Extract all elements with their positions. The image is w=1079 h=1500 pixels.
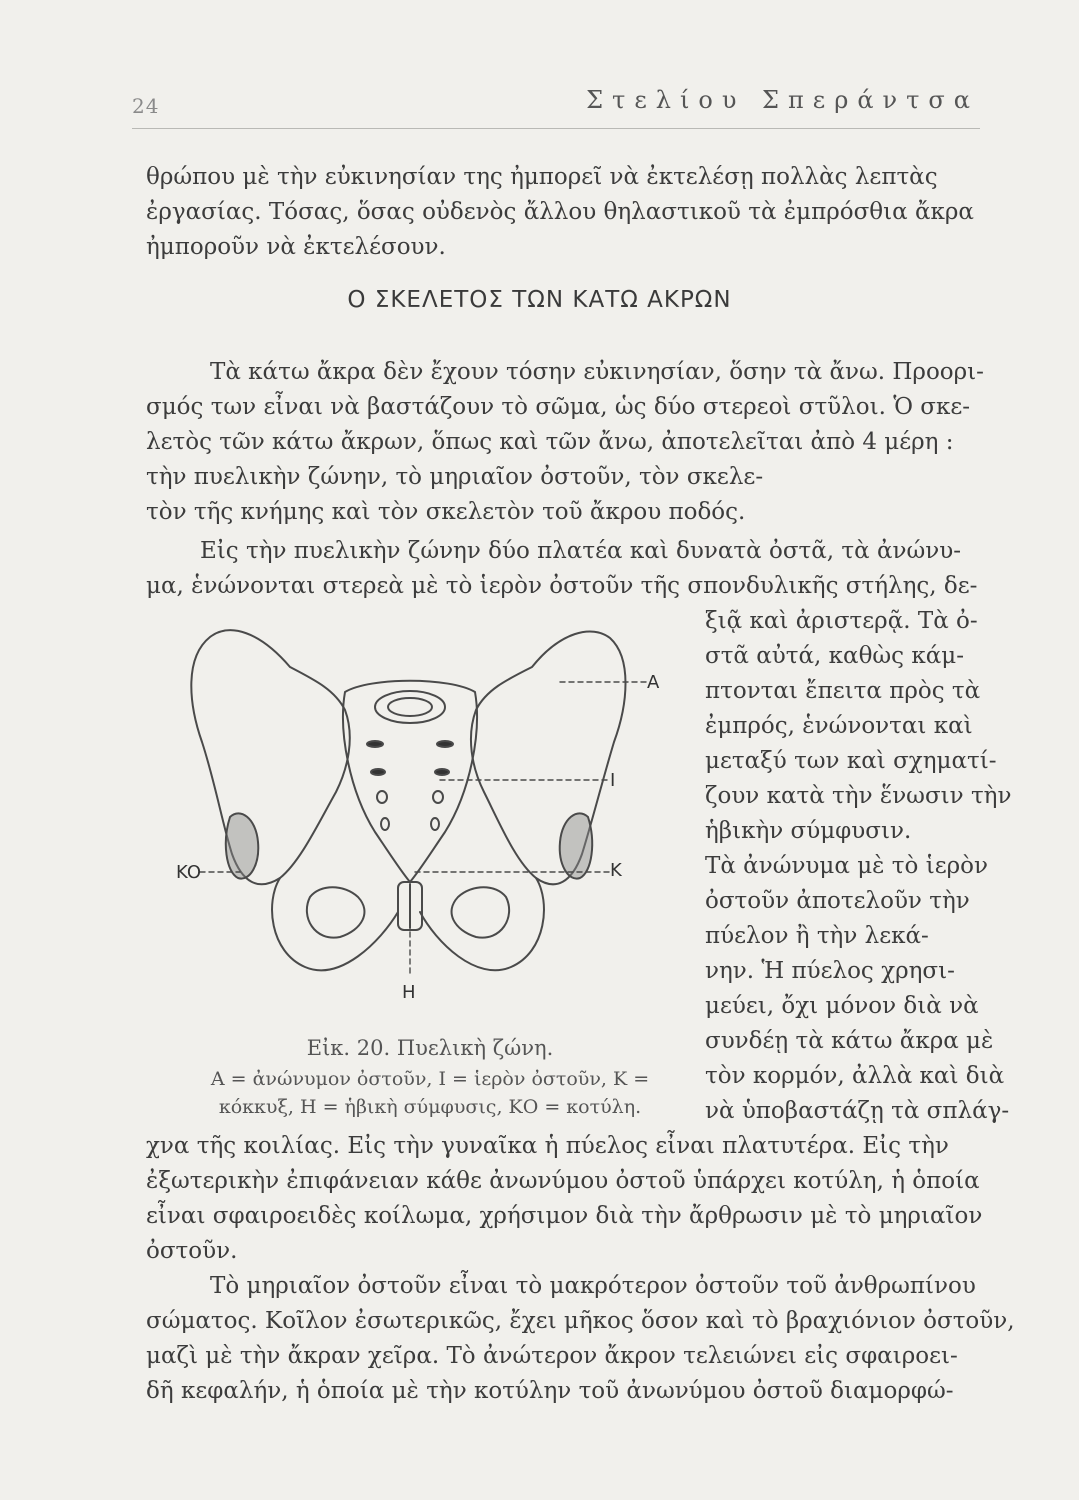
- text-line: μεύει, ὄχι μόνον διὰ νὰ: [705, 993, 979, 1019]
- text-line: ζουν κατὰ τὴν ἕνωσιν τὴν: [705, 783, 1012, 809]
- figure-caption-line: Α = ἀνώνυμον ὀστοῦν, Ι = ἱερὸν ὀστοῦν, Κ =: [210, 1068, 650, 1090]
- label-i: I: [610, 770, 616, 791]
- text-line: δῆ κεφαλήν, ἡ ὁποία μὲ τὴν κοτύλην τοῦ ἀνωνύμου ὀστοῦ διαμορφώ-: [146, 1378, 954, 1404]
- text-line: ἡβικὴν σύμφυσιν.: [705, 818, 912, 844]
- text-line: θρώπου μὲ τὴν εὐκινησίαν της ἠμπορεῖ νὰ ἐκτελέσῃ πολλὰς λεπτὰς: [146, 164, 938, 190]
- text-line: πτονται ἔπειτα πρὸς τὰ: [705, 678, 981, 704]
- page-number: 24: [132, 94, 160, 118]
- text-line: νὰ ὑποβαστάζῃ τὰ σπλάγ-: [705, 1098, 1010, 1124]
- figure-caption-title: Εἰκ. 20. Πυελικὴ ζώνη.: [306, 1036, 554, 1060]
- text-line: Τὰ κάτω ἄκρα δὲν ἔχουν τόσην εὐκινησίαν, ὅσην τὰ ἄνω. Προορι-: [210, 359, 984, 385]
- text-line: τὸν τῆς κνήμης καὶ τὸν σκελετὸν τοῦ ἄκρου ποδός.: [146, 499, 746, 525]
- text-line: ἠμποροῦν νὰ ἐκτελέσουν.: [146, 234, 446, 260]
- text-line: ἐμπρός, ἑνώνονται καὶ: [705, 713, 973, 739]
- label-k: K: [610, 860, 622, 881]
- text-line: χνα τῆς κοιλίας. Εἰς τὴν γυναῖκα ἡ πύελος εἶναι πλατυτέρα. Εἰς τὴν: [146, 1133, 949, 1159]
- text-line: συνδέῃ τὰ κάτω ἄκρα μὲ: [705, 1028, 994, 1054]
- text-line: λετὸς τῶν κάτω ἄκρων, ὅπως καὶ τῶν ἄνω, ἀποτελεῖται ἀπὸ 4 μέρη :: [146, 429, 954, 455]
- text-line: ξιᾷ καὶ ἀριστερᾷ. Τὰ ὀ-: [705, 608, 978, 634]
- text-line: Τὰ ἀνώνυμα μὲ τὸ ἱερὸν: [705, 853, 988, 879]
- text-line: ἐξωτερικὴν ἐπιφάνειαν κάθε ἀνωνύμου ὀστοῦ ὑπάρχει κοτύλη, ἡ ὁποία: [146, 1168, 980, 1194]
- figure-caption-line: κόκκυξ, Η = ἡβικὴ σύμφυσις, ΚΟ = κοτύλη.: [218, 1096, 642, 1118]
- section-heading: Ο ΣΚΕΛΕΤΟΣ ΤΩΝ ΚΑΤΩ ΑΚΡΩΝ: [347, 287, 732, 313]
- text-line: τὴν πυελικὴν ζώνην, τὸ μηριαῖον ὀστοῦν, τὸν σκελε-: [146, 464, 764, 490]
- text-line: πύελον ἢ τὴν λεκά-: [705, 923, 929, 949]
- header-rule: [132, 128, 980, 129]
- text-line: στᾶ αὐτά, καθὼς κάμ-: [705, 643, 964, 669]
- text-line: μαζὶ μὲ τὴν ἄκραν χεῖρα. Τὸ ἀνώτερον ἄκρον τελειώνει εἰς σφαιροει-: [146, 1343, 958, 1369]
- text-line: σμός των εἶναι νὰ βαστάζουν τὸ σῶμα, ὡς δύο στερεοὶ στῦλοι. Ὁ σκε-: [146, 394, 971, 420]
- label-ko: KO: [176, 862, 201, 883]
- text-line: τὸν κορμόν, ἀλλὰ καὶ διὰ: [705, 1063, 1005, 1089]
- text-line: μεταξύ των καὶ σχηματί-: [705, 748, 997, 774]
- left-ilium: [191, 630, 349, 884]
- label-h: H: [402, 982, 416, 1003]
- right-acetabulum: [560, 813, 592, 878]
- left-acetabulum: [226, 813, 258, 878]
- right-ilium: [471, 631, 626, 884]
- text-line: Τὸ μηριαῖον ὀστοῦν εἶναι τὸ μακρότερον ὀστοῦν τοῦ ἀνθρωπίνου: [210, 1273, 976, 1299]
- text-line: Εἰς τὴν πυελικὴν ζώνην δύο πλατέα καὶ δυνατὰ ὀστᾶ, τὰ ἀνώνυ-: [200, 538, 961, 564]
- running-title: Στελίου Σπεράντσα: [586, 86, 979, 114]
- text-line: εἶναι σφαιροειδὲς κοίλωμα, χρήσιμον διὰ τὴν ἄρθρωσιν μὲ τὸ μηριαῖον: [146, 1203, 983, 1229]
- sacrum: [343, 681, 477, 882]
- pelvis-illustration: [140, 592, 680, 1012]
- text-line: ὀστοῦν.: [146, 1238, 238, 1264]
- text-line: ὀστοῦν ἀποτελοῦν τὴν: [705, 888, 970, 914]
- text-line: μα, ἑνώνονται στερεὰ μὲ τὸ ἱερὸν ὀστοῦν τῆς σπονδυλικῆς στήλης, δε-: [146, 573, 978, 599]
- label-a: A: [647, 672, 660, 693]
- text-line: ἐργασίας. Τόσας, ὅσας οὐδενὸς ἄλλου θηλαστικοῦ τὰ ἐμπρόσθια ἄκρα: [146, 199, 974, 225]
- text-line: σώματος. Κοῖλον ἐσωτερικῶς, ἔχει μῆκος ὅσον καὶ τὸ βραχιόνιον ὀστοῦν,: [146, 1308, 1015, 1334]
- text-line: νην. Ἡ πύελος χρησι-: [705, 958, 955, 984]
